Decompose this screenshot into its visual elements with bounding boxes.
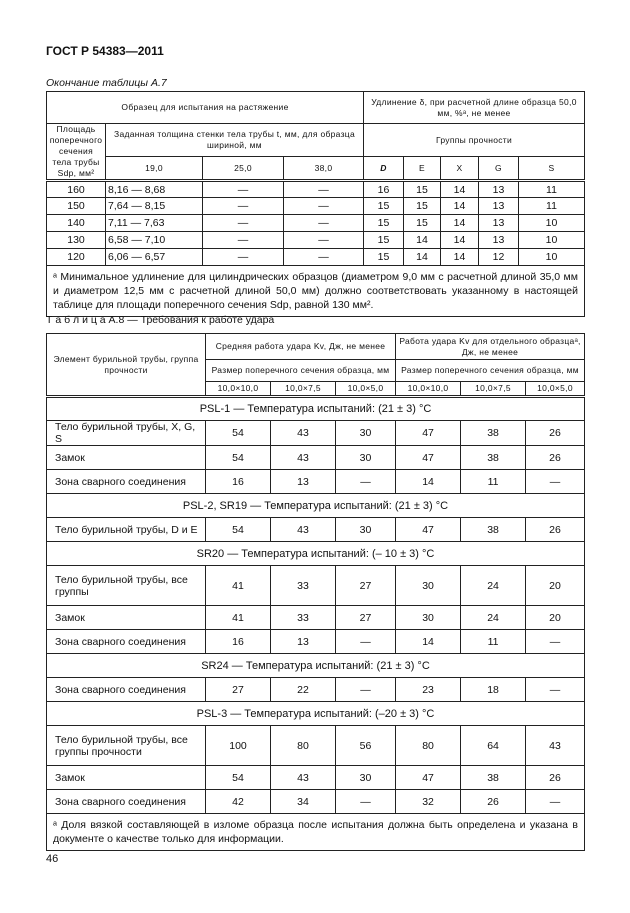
table-cell: — bbox=[203, 215, 284, 232]
table-cell: — bbox=[284, 181, 364, 198]
table-cell: 100 bbox=[206, 726, 271, 766]
element-name: Замок bbox=[47, 446, 206, 470]
section-title: PSL-2, SR19 — Температура испытаний: (21 ± 3) °C bbox=[47, 494, 585, 518]
table-cell: 54 bbox=[206, 446, 271, 470]
table-row bbox=[47, 790, 585, 814]
section-title: PSL-3 — Температура испытаний: (–20 ± 3) °C bbox=[47, 702, 585, 726]
width-header: 19,0 bbox=[106, 157, 203, 181]
table-cell: 47 bbox=[396, 446, 461, 470]
table-cell: 30 bbox=[396, 606, 461, 630]
table-cell: 22 bbox=[271, 678, 336, 702]
table-a8-footnote: ᵃ Доля вязкой составляющей в изломе образца после испытания должна быть определена и указана в документе о качестве только для информации. bbox=[47, 814, 585, 851]
table-cell: 14 bbox=[441, 232, 479, 249]
table-cell: 13 bbox=[479, 215, 519, 232]
table-cell: 7,11 — 7,63 bbox=[106, 215, 203, 232]
table-cell: 10 bbox=[519, 232, 585, 249]
table-cell: 32 bbox=[396, 790, 461, 814]
table-cell: 33 bbox=[271, 606, 336, 630]
table-cell: 42 bbox=[206, 790, 271, 814]
table-cell: 16 bbox=[206, 630, 271, 654]
header-element: Элемент бурильной трубы, группа прочности bbox=[47, 334, 206, 397]
table-cell: 43 bbox=[526, 726, 585, 766]
document-header: ГОСТ Р 54383—2011 bbox=[46, 44, 164, 58]
element-name: Тело бурильной трубы, D и E bbox=[47, 518, 206, 542]
group-header: X bbox=[441, 157, 479, 181]
table-cell: — bbox=[526, 470, 585, 494]
table-cell: — bbox=[203, 181, 284, 198]
table-cell: — bbox=[203, 232, 284, 249]
header-elongation: Удлинение δ, при расчетной длине образца 50,0 мм, %ᵃ, не менее bbox=[364, 92, 585, 124]
element-name: Тело бурильной трубы, все группы прочности bbox=[47, 726, 206, 766]
table-cell: 30 bbox=[336, 421, 396, 446]
element-name: Зона сварного соединения bbox=[47, 678, 206, 702]
table-row bbox=[47, 726, 585, 766]
table-cell: — bbox=[203, 249, 284, 266]
header-size: Размер поперечного сечения образца, мм bbox=[396, 360, 585, 382]
table-cell: 8,16 — 8,68 bbox=[106, 181, 203, 198]
table-cell: 27 bbox=[336, 606, 396, 630]
table-cell: 30 bbox=[336, 766, 396, 790]
table-cell: 27 bbox=[206, 678, 271, 702]
table-a7-footnote: ᵃ Минимальное удлинение для цилиндрических образцов (диаметром 9,0 мм с расчетной длиной 35,0 мм и диаметром 12,5 мм с расчетной длиной 50,0 мм) должно соответствовать указанному в настоящей таблице для площади поперечного сечения Sdp, равной 130 мм². bbox=[47, 266, 585, 317]
table-cell: 24 bbox=[461, 606, 526, 630]
table-cell: 14 bbox=[441, 215, 479, 232]
table-cell: 47 bbox=[396, 421, 461, 446]
group-header: G bbox=[479, 157, 519, 181]
table-cell: 14 bbox=[404, 249, 441, 266]
table-cell: 13 bbox=[479, 181, 519, 198]
size-header: 10,0×7,5 bbox=[271, 382, 336, 397]
element-name: Тело бурильной трубы, X, G, S bbox=[47, 421, 206, 446]
table-cell: 38 bbox=[461, 421, 526, 446]
element-name: Зона сварного соединения bbox=[47, 470, 206, 494]
table-cell: — bbox=[336, 678, 396, 702]
table-cell: 38 bbox=[461, 766, 526, 790]
table-cell: 26 bbox=[526, 518, 585, 542]
table-cell: 16 bbox=[206, 470, 271, 494]
table-row bbox=[47, 766, 585, 790]
element-name: Замок bbox=[47, 606, 206, 630]
table-cell: 26 bbox=[526, 446, 585, 470]
table-cell: 150 bbox=[47, 198, 106, 215]
width-header: 25,0 bbox=[203, 157, 284, 181]
table-row bbox=[47, 249, 585, 266]
table-cell: 47 bbox=[396, 766, 461, 790]
header-single-impact: Работа удара Kv для отдельного образцаᵃ, Дж, не менее bbox=[396, 334, 585, 360]
table-cell: 24 bbox=[461, 566, 526, 606]
table-cell: — bbox=[284, 249, 364, 266]
table-cell: 43 bbox=[271, 766, 336, 790]
table-row bbox=[47, 181, 585, 198]
table-cell: — bbox=[526, 678, 585, 702]
table-cell: 56 bbox=[336, 726, 396, 766]
table-cell: 15 bbox=[364, 215, 404, 232]
table-cell: 43 bbox=[271, 518, 336, 542]
table-cell: 20 bbox=[526, 566, 585, 606]
table-row bbox=[47, 198, 585, 215]
table-cell: 15 bbox=[404, 181, 441, 198]
table-cell: 10 bbox=[519, 249, 585, 266]
table-cell: 38 bbox=[461, 518, 526, 542]
table-cell: 14 bbox=[441, 181, 479, 198]
width-header: 38,0 bbox=[284, 157, 364, 181]
table-cell: 13 bbox=[271, 630, 336, 654]
table-cell: 6,58 — 7,10 bbox=[106, 232, 203, 249]
section-title: SR24 — Температура испытаний: (21 ± 3) °C bbox=[47, 654, 585, 678]
table-cell: 6,06 — 6,57 bbox=[106, 249, 203, 266]
table-cell: 7,64 — 8,15 bbox=[106, 198, 203, 215]
table-cell: 11 bbox=[519, 181, 585, 198]
table-cell: 130 bbox=[47, 232, 106, 249]
table-cell: 120 bbox=[47, 249, 106, 266]
table-cell: — bbox=[284, 232, 364, 249]
table-cell: 13 bbox=[271, 470, 336, 494]
table-cell: 14 bbox=[404, 232, 441, 249]
table-cell: 41 bbox=[206, 566, 271, 606]
table-cell: 64 bbox=[461, 726, 526, 766]
header-size: Размер поперечного сечения образца, мм bbox=[206, 360, 396, 382]
table-cell: 140 bbox=[47, 215, 106, 232]
table-cell: 33 bbox=[271, 566, 336, 606]
size-header: 10,0×10,0 bbox=[396, 382, 461, 397]
page-number: 46 bbox=[46, 853, 59, 865]
table-cell: 11 bbox=[461, 630, 526, 654]
table-cell: 41 bbox=[206, 606, 271, 630]
table-cell: 23 bbox=[396, 678, 461, 702]
table-row bbox=[47, 630, 585, 654]
table-cell: 15 bbox=[404, 215, 441, 232]
table-cell: — bbox=[526, 630, 585, 654]
element-name: Зона сварного соединения bbox=[47, 630, 206, 654]
table-cell: 11 bbox=[519, 198, 585, 215]
table-row bbox=[47, 606, 585, 630]
table-row bbox=[47, 215, 585, 232]
header-thickness: Заданная толщина стенки тела трубы t, мм, для образца шириной, мм bbox=[106, 124, 364, 157]
table-cell: 80 bbox=[396, 726, 461, 766]
table-cell: 14 bbox=[441, 249, 479, 266]
table-cell: 38 bbox=[461, 446, 526, 470]
table-cell: 15 bbox=[364, 232, 404, 249]
table-row bbox=[47, 232, 585, 249]
table-cell: — bbox=[336, 630, 396, 654]
table-cell: 54 bbox=[206, 421, 271, 446]
table-cell: — bbox=[336, 790, 396, 814]
table-cell: 30 bbox=[396, 566, 461, 606]
table-cell: 47 bbox=[396, 518, 461, 542]
table-row bbox=[47, 446, 585, 470]
table-cell: 43 bbox=[271, 421, 336, 446]
element-name: Тело бурильной трубы, все группы bbox=[47, 566, 206, 606]
table-cell: 160 bbox=[47, 181, 106, 198]
table-cell: 34 bbox=[271, 790, 336, 814]
table-cell: 11 bbox=[461, 470, 526, 494]
group-header: E bbox=[404, 157, 441, 181]
table-cell: 18 bbox=[461, 678, 526, 702]
header-avg-impact: Средняя работа удара Kv, Дж, не менее bbox=[206, 334, 396, 360]
header-sample: Образец для испытания на растяжение bbox=[47, 92, 364, 124]
table-cell: 26 bbox=[461, 790, 526, 814]
table-cell: — bbox=[336, 470, 396, 494]
table-row bbox=[47, 518, 585, 542]
element-name: Зона сварного соединения bbox=[47, 790, 206, 814]
table-cell: 20 bbox=[526, 606, 585, 630]
table-cell: — bbox=[203, 198, 284, 215]
table-row bbox=[47, 421, 585, 446]
size-header: 10,0×10,0 bbox=[206, 382, 271, 397]
section-title: SR20 — Температура испытаний: (– 10 ± 3) °C bbox=[47, 542, 585, 566]
table-cell: 54 bbox=[206, 518, 271, 542]
table-row bbox=[47, 566, 585, 606]
table-cell: 16 bbox=[364, 181, 404, 198]
table-cell: 43 bbox=[271, 446, 336, 470]
table-a7 bbox=[46, 91, 585, 317]
table-cell: 54 bbox=[206, 766, 271, 790]
table-cell: 26 bbox=[526, 766, 585, 790]
table-cell: 14 bbox=[396, 630, 461, 654]
size-header: 10,0×7,5 bbox=[461, 382, 526, 397]
table-cell: 26 bbox=[526, 421, 585, 446]
table-cell: 15 bbox=[364, 198, 404, 215]
table-a8 bbox=[46, 333, 585, 851]
table-cell: 10 bbox=[519, 215, 585, 232]
group-header: D bbox=[364, 157, 404, 181]
table-cell: 80 bbox=[271, 726, 336, 766]
table-cell: 30 bbox=[336, 518, 396, 542]
table-cell: 27 bbox=[336, 566, 396, 606]
size-header: 10,0×5,0 bbox=[336, 382, 396, 397]
table-a8-caption: Т а б л и ц а А.8 — Требования к работе удара bbox=[46, 314, 275, 326]
table-cell: — bbox=[526, 790, 585, 814]
table-cell: 13 bbox=[479, 232, 519, 249]
group-header: S bbox=[519, 157, 585, 181]
table-cell: 15 bbox=[364, 249, 404, 266]
header-groups: Группы прочности bbox=[364, 124, 585, 157]
table-cell: 12 bbox=[479, 249, 519, 266]
table-cell: 14 bbox=[441, 198, 479, 215]
table-cell: 30 bbox=[336, 446, 396, 470]
table-cell: 14 bbox=[396, 470, 461, 494]
table-row bbox=[47, 470, 585, 494]
table-cell: 13 bbox=[479, 198, 519, 215]
table-row bbox=[47, 678, 585, 702]
table-cell: — bbox=[284, 198, 364, 215]
table-a7-caption: Окончание таблицы А.7 bbox=[46, 77, 167, 89]
header-area: Площадь поперечного сечения тела трубы Sdp, мм² bbox=[47, 124, 106, 181]
table-cell: — bbox=[284, 215, 364, 232]
element-name: Замок bbox=[47, 766, 206, 790]
section-title: PSL-1 — Температура испытаний: (21 ± 3) °C bbox=[47, 397, 585, 421]
size-header: 10,0×5,0 bbox=[526, 382, 585, 397]
table-cell: 15 bbox=[404, 198, 441, 215]
